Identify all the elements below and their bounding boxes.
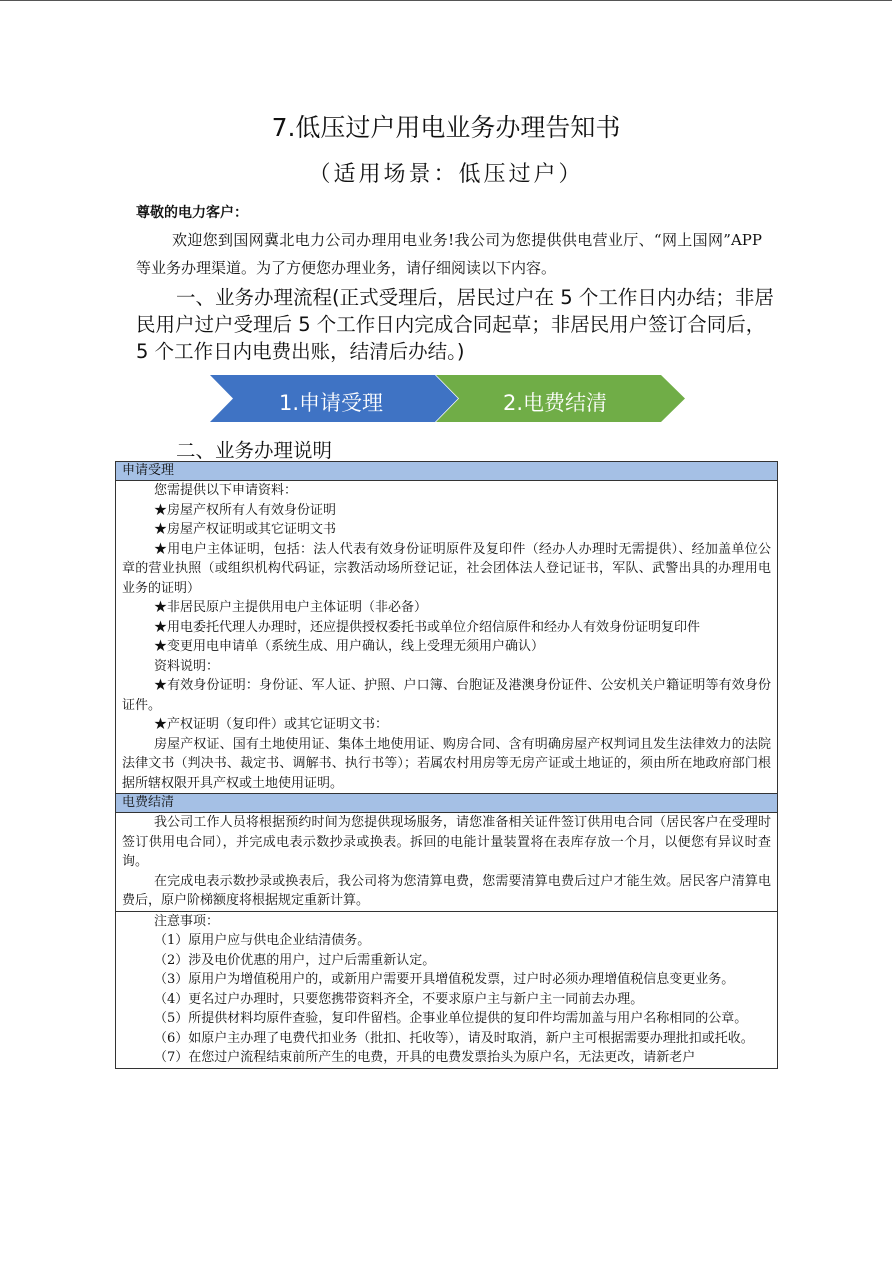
notes-para-5: （5）所提供材料均原件查验，复印件留档。企事业单位提供的复印件均需加盖与用户名称相同的公章。 (154, 1011, 748, 1026)
page-top-border (0, 0, 892, 1)
table-header-apply: 申请受理 (116, 462, 778, 481)
flow-step-2-label: 2.电费结清 (503, 391, 608, 415)
apply-para-5: ★用电委托代理人办理时，还应提供授权委托书或单位介绍信原件和经办人有效身份证明复印件 (154, 619, 701, 635)
table-body-notes (116, 911, 778, 1068)
table-header-settle: 电费结清 (116, 794, 778, 813)
apply-para-1: ★房屋产权所有人有效身份证明 (154, 502, 337, 518)
explanation-table (115, 461, 778, 1069)
apply-para-3: ★用电户主体证明，包括：法人代表有效身份证明原件及复印件（经办人办理时无需提供）、经加盖单位公章的营业执照（或组织机构代码证，宗教活动场所登记证，社会团体法人登记证书，军队、武警出具的办理用电业务的证明） (122, 541, 771, 596)
notes-para-2: （2）涉及电价优惠的用户，过户后需重新认定。 (154, 952, 436, 968)
notes-para-4: （4）更名过户办理时，只要您携带资料齐全，不要求原户主与新户主一同前去办理。 (154, 991, 644, 1007)
notes-para-0: 注意事项： (154, 913, 220, 929)
page-subtitle: （适用场景：低压过户） (308, 162, 584, 187)
section-process-heading: 一、业务办理流程(正式受理后，居民过户在 5 个工作日内办结；非居民用户过户受理后 5 个工作日内完成合同起草；非居民用户签订合同后，5 个工作日内电费出账，结清后办结。) (136, 286, 774, 363)
apply-para-6: ★变更用电申请单（系统生成、用户确认，线上受理无须用户确认） (154, 639, 545, 654)
intro-paragraph: 欢迎您到国网冀北电力公司办理用电业务!我公司为您提供供电营业厅、“网上国网”APP 等业务办理渠道。为了方便您办理业务，请仔细阅读以下内容。 (136, 231, 762, 277)
apply-para-9: ★产权证明（复印件）或其它证明文书： (154, 717, 389, 732)
notes-para-3: （3）原用户为增值税用户的，或新用户需要开具增值税发票，过户时必须办理增值税信息变更业务。 (154, 972, 735, 987)
apply-para-4: ★非居民原户主提供用电户主体证明（非必备） (154, 600, 428, 615)
table-body-apply (116, 481, 778, 794)
apply-para-7: 资料说明： (154, 658, 220, 674)
greeting: 尊敬的电力客户： (136, 205, 248, 221)
apply-para-2: ★房屋产权证明或其它证明文书 (154, 522, 337, 537)
notes-para-1: （1）原用户应与供电企业结清债务。 (154, 933, 371, 948)
notes-para-6: （6）如原户主办理了电费代扣业务（批扣、托收等），请及时取消，新户主可根据需要办理批扣或托收。 (154, 1030, 754, 1046)
settle-para-1: 在完成电表示数抄录或换表后，我公司将为您清算电费，您需要清算电费后过户才能生效。居民客户清算电费后，原户阶梯额度将根据规定重新计算。 (122, 873, 771, 908)
apply-para-8: ★有效身份证明：身份证、军人证、护照、户口簿、台胞证及港澳身份证件、公安机关户籍证明等有效身份证件。 (122, 678, 771, 713)
section-explanation-heading: 二、业务办理说明 (176, 439, 333, 462)
flow-step-1-label: 1.申请受理 (279, 391, 384, 415)
settle-para-0: 我公司工作人员将根据预约时间为您提供现场服务，请您准备相关证件签订供用电合同（居民客户在受理时签订供用电合同），并完成电表示数抄录或换表。拆回的电能计量装置将在表库存放一个月，以便您有异议时查询。 (122, 815, 771, 869)
page-title: 7.低压过户用电业务办理告知书 (271, 113, 621, 142)
apply-para-0: 您需提供以下申请资料： (154, 483, 298, 498)
notes-para-7: （7）在您过户流程结束前所产生的电费，开具的电费发票抬头为原户名，无法更改，请新老户 (154, 1050, 696, 1065)
table-body-settle (116, 813, 778, 912)
apply-para-10: 房屋产权证、国有土地使用证、集体土地使用证、购房合同、含有明确房屋产权判词且发生法律效力的法院法律文书（判决书、裁定书、调解书、执行书等）；若属农村用房等无房产证或土地证的，须由所在地政府部门根据所辖权限开具产权或土地使用证明。 (122, 736, 771, 791)
